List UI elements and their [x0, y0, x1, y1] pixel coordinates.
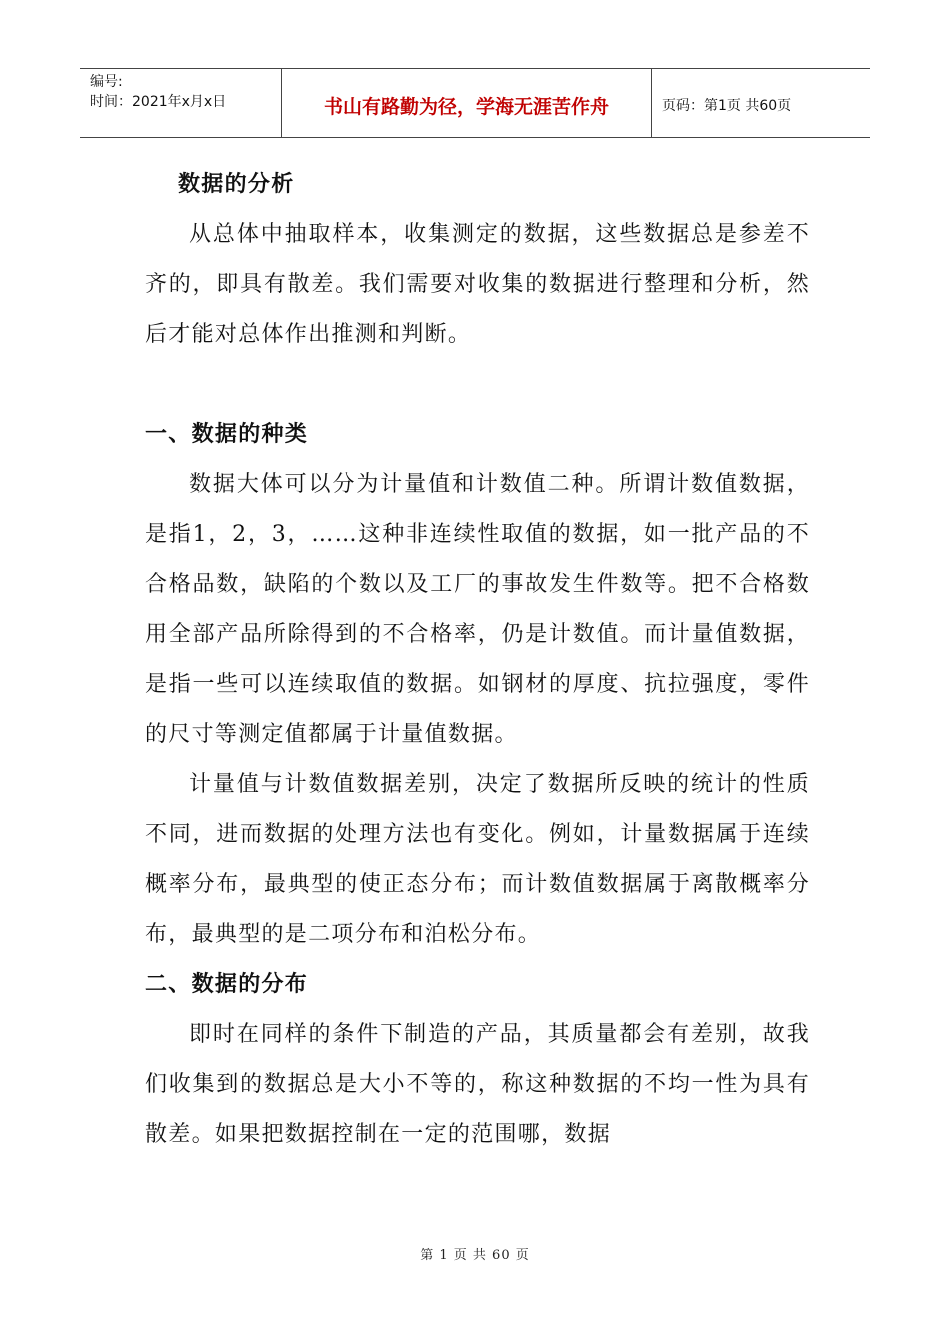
section1-paragraph-2: 计量值与计数值数据差别，决定了数据所反映的统计的性质不同，进而数据的处理方法也有变化。例如，计量数据属于连续概率分布，最典型的使正态分布；而计数值数据属于离散概率分布，最典型的是二项分布和泊松分布。	[145, 772, 810, 947]
intro-paragraph: 从总体中抽取样本，收集测定的数据，这些数据总是参差不齐的，即具有散差。我们需要对收集的数据进行整理和分析，然后才能对总体作出推测和判断。	[145, 222, 810, 347]
section-heading-data-distribution: 二、数据的分布	[145, 972, 309, 997]
document-body	[145, 160, 810, 1160]
document-number-label: 编号:	[90, 74, 123, 90]
section2-paragraph-1: 即时在同样的条件下制造的产品，其质量都会有差别，故我们收集到的数据总是大小不等的，称这种数据的不均一性为具有散差。如果把数据控制在一定的范围哪，数据	[145, 1022, 810, 1147]
header-page-info: 页码：第1页 共60页	[662, 98, 792, 114]
section-heading-data-types: 一、数据的种类	[145, 422, 309, 447]
spacer	[145, 360, 810, 410]
document-date-label: 时间：2021年x月x日	[90, 94, 227, 110]
document-title: 数据的分析	[178, 172, 295, 197]
header-meta-cell	[80, 69, 282, 137]
page-header	[80, 68, 870, 138]
header-motto: 书山有路勤为径，学海无涯苦作舟	[282, 69, 652, 137]
page-footer: 第 1 页 共 60 页	[420, 1248, 530, 1263]
section1-paragraph-1: 数据大体可以分为计量值和计数值二种。所谓计数值数据，是指1，2，3，……这种非连续性取值的数据，如一批产品的不合格品数，缺陷的个数以及工厂的事故发生件数等。把不合格数用全部产品所除得到的不合格率，仍是计数值。而计量值数据，是指一些可以连续取值的数据。如钢材的厚度、抗拉强度，零件的尺寸等测定值都属于计量值数据。	[145, 472, 810, 747]
